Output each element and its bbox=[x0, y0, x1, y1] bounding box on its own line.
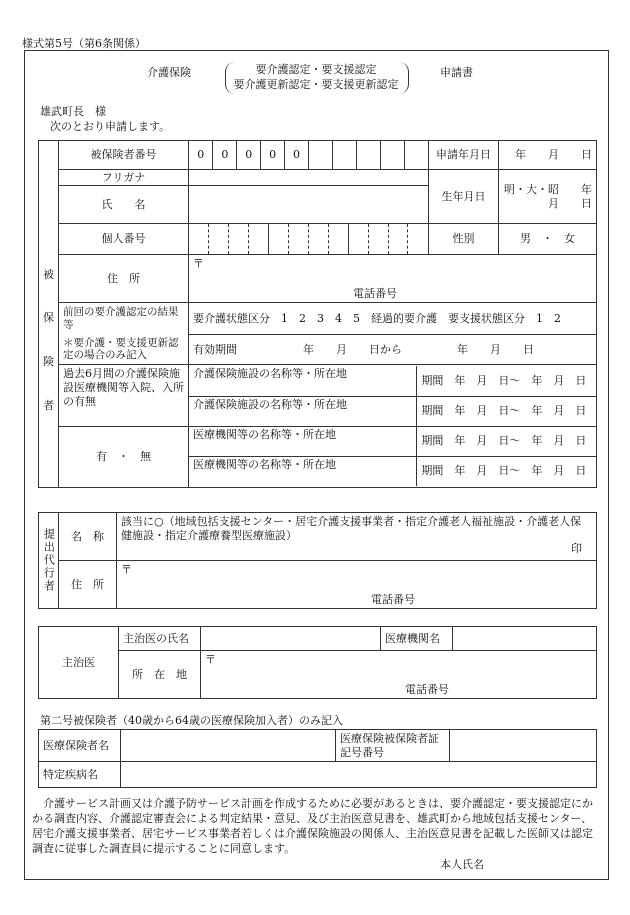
insurer-name-label: 医療保険者名 bbox=[39, 730, 121, 762]
digit-box[interactable]: 0 bbox=[213, 141, 237, 169]
insured-number-label: 被保険者番号 bbox=[59, 141, 189, 170]
agent-name-field[interactable] bbox=[117, 513, 597, 561]
mynumber-boxes[interactable] bbox=[189, 224, 429, 255]
digit-box[interactable] bbox=[308, 141, 332, 169]
insured-table bbox=[38, 140, 614, 488]
title-left: 介護保険 bbox=[147, 66, 191, 79]
disease-label: 特定疾病名 bbox=[39, 762, 121, 788]
digit-box[interactable] bbox=[356, 141, 380, 169]
furigana-label: フリガナ bbox=[59, 170, 189, 186]
digit-box[interactable] bbox=[404, 141, 428, 169]
seal-mark: 印 bbox=[571, 541, 582, 555]
facility-name-3[interactable]: 医療機関等の名称等・所在地 bbox=[189, 426, 417, 456]
form-number: 様式第5号（第6条関係） bbox=[22, 37, 146, 50]
agent-name-label: 名 称 bbox=[59, 513, 117, 561]
doctor-institution-field[interactable] bbox=[453, 627, 597, 651]
digit-box[interactable]: 0 bbox=[261, 141, 285, 169]
intro-text: 次のとおり申請します。 bbox=[50, 120, 171, 133]
tel-label: 電話番号 bbox=[353, 286, 397, 300]
previous-result-label: 前回の要介護認定の結果等 bbox=[59, 303, 189, 335]
birth-label: 生年月日 bbox=[429, 170, 499, 224]
agent-table bbox=[38, 512, 597, 609]
apply-date-label: 申請年月日 bbox=[429, 141, 499, 170]
period-2[interactable]: 期間 年 月 日～ 年 月 日 bbox=[417, 396, 596, 426]
doctor-address-label: 所 在 地 bbox=[119, 651, 201, 699]
facility-name-2[interactable]: 介護保険施設の名称等・所在地 bbox=[189, 396, 417, 426]
agent-side-label: 提出代行者 bbox=[39, 513, 59, 609]
digit-box[interactable]: 0 bbox=[237, 141, 261, 169]
period-3[interactable]: 期間 年 月 日～ 年 月 日 bbox=[417, 426, 596, 456]
has-none-choice[interactable]: 有 ・ 無 bbox=[96, 450, 151, 463]
second-insured-heading: 第二号被保険者（40歳から64歳の医療保険加入者）のみ記入 bbox=[40, 714, 343, 727]
disease-field[interactable] bbox=[121, 762, 597, 788]
digit-box[interactable] bbox=[380, 141, 404, 169]
signature-label: 本人氏名 bbox=[440, 858, 484, 871]
insurance-cert-field[interactable] bbox=[450, 730, 597, 762]
valid-period[interactable]: 有効期間 年 月 日から 年 月 日 bbox=[189, 335, 597, 365]
previous-status[interactable]: 要介護状態区分 1 2 3 4 5 経過的要介護 要支援状態区分 1 2 bbox=[189, 303, 597, 335]
digit-box[interactable]: 0 bbox=[189, 141, 213, 169]
past-stay-block bbox=[59, 365, 189, 488]
digit-box[interactable]: 0 bbox=[285, 141, 309, 169]
agent-tel-label: 電話番号 bbox=[371, 592, 415, 606]
title-option-1: 要介護認定・要支援認定 bbox=[255, 63, 377, 76]
period-1[interactable]: 期間 年 月 日～ 年 月 日 bbox=[417, 366, 596, 396]
birth-field[interactable]: 明・大・昭 年 月 日 bbox=[499, 170, 597, 224]
doctor-institution-label: 医療機関名 bbox=[381, 627, 453, 651]
agent-postal-mark: 〒 bbox=[121, 563, 132, 576]
doctor-tel-label: 電話番号 bbox=[405, 682, 449, 696]
name-field[interactable] bbox=[189, 186, 429, 224]
facility-name-4[interactable]: 医療機関等の名称等・所在地 bbox=[189, 456, 417, 486]
postal-mark: 〒 bbox=[193, 257, 204, 270]
addressee: 雄武町長 様 bbox=[40, 105, 106, 118]
agent-address-label: 住 所 bbox=[59, 561, 117, 609]
doctor-address-field[interactable] bbox=[201, 651, 597, 699]
second-insured-table bbox=[38, 729, 597, 788]
address-label: 住 所 bbox=[59, 255, 189, 303]
gender-label: 性別 bbox=[429, 224, 499, 255]
past-stay-label: 過去6月間の介護保険施設医療機関等入院、入所の有無 bbox=[59, 365, 188, 427]
insured-number-boxes[interactable] bbox=[189, 141, 429, 170]
title-right: 申請書 bbox=[440, 66, 473, 79]
facility-name-1[interactable]: 介護保険施設の名称等・所在地 bbox=[189, 366, 417, 396]
gender-field[interactable]: 男 ・ 女 bbox=[499, 224, 597, 255]
furigana-field[interactable] bbox=[189, 170, 429, 186]
insured-side-label: 被 保 険 者 bbox=[39, 141, 59, 488]
agent-address-field[interactable] bbox=[117, 561, 597, 609]
address-field[interactable] bbox=[189, 255, 597, 303]
previous-note: ＊要介護・要支援更新認定の場合のみ記入 bbox=[59, 335, 189, 365]
doctor-label: 主治医 bbox=[39, 627, 119, 699]
name-label: 氏 名 bbox=[59, 186, 189, 224]
doctor-name-label: 主治医の氏名 bbox=[119, 627, 201, 651]
doctor-table bbox=[38, 626, 597, 699]
digit-box[interactable] bbox=[332, 141, 356, 169]
apply-date-field[interactable]: 年 月 日 bbox=[499, 141, 597, 170]
insurance-cert-label: 医療保険被保険者証記号番号 bbox=[336, 730, 450, 762]
doctor-name-field[interactable] bbox=[201, 627, 381, 651]
period-4[interactable]: 期間 年 月 日～ 年 月 日 bbox=[417, 456, 596, 486]
title-option-2: 要介護更新認定・要支援更新認定 bbox=[233, 78, 399, 91]
consent-text: 介護サービス計画又は介護予防サービス計画を作成するために必要があるときは、要介護認定・要支援認定にかかる調査内容、介護認定審査会による判定結果・意見、及び主治医意見書を、雄武町から地域包括支援センター、居宅介護支援事業者、居宅サービス事業者若しくは介護保険施設の関係人、主治医意見書を記載した医師又は認定調査に従事した調査員に提示することに同意します。 bbox=[32, 797, 593, 855]
doctor-postal-mark: 〒 bbox=[205, 653, 216, 666]
mynumber-label: 個人番号 bbox=[59, 224, 189, 255]
insurer-name-field[interactable] bbox=[121, 730, 336, 762]
agent-name-text: 該当に○（地域包括支援センター・居宅介護支援事業者・指定介護老人福祉施設・介護老人保健施設・指定介護療養型医療施設） bbox=[121, 515, 582, 543]
